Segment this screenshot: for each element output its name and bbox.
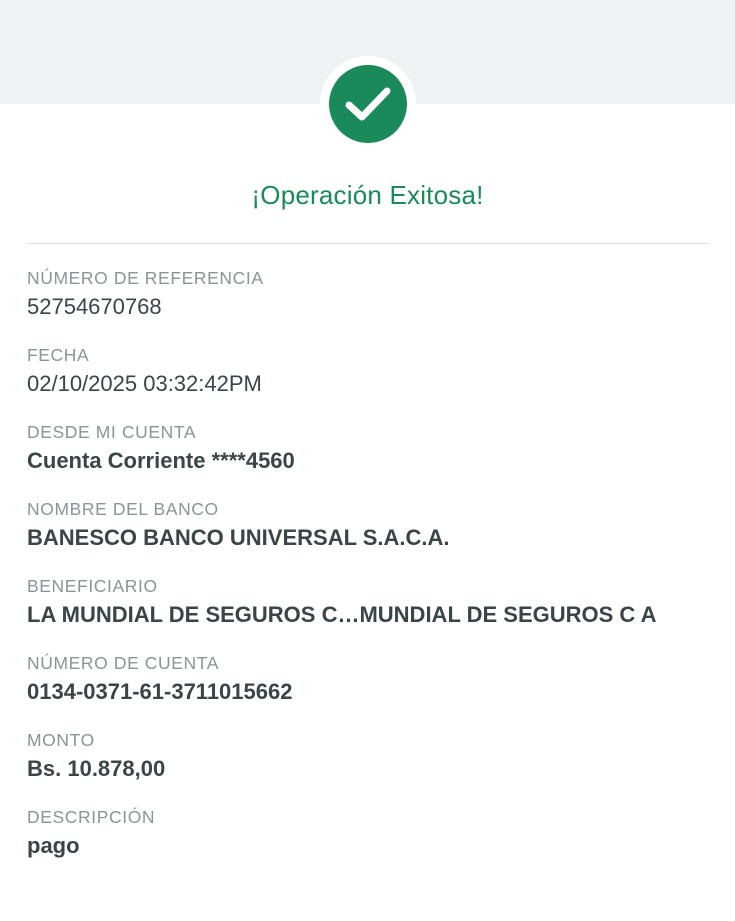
detail-label: DESCRIPCIÓN — [27, 807, 156, 827]
check-circle-icon — [329, 65, 407, 143]
detail-value: pago — [27, 833, 80, 858]
detail-value: LA MUNDIAL DE SEGUROS C…MUNDIAL DE SEGUROS C A — [27, 602, 657, 627]
detail-value: 52754670768 — [27, 294, 162, 319]
detail-row-date — [27, 343, 717, 399]
detail-row-source-account — [27, 420, 717, 476]
transaction-details-list — [27, 266, 717, 882]
detail-value: 0134-0371-61-3711015662 — [27, 679, 293, 704]
detail-label: FECHA — [27, 345, 90, 365]
success-check-badge — [320, 56, 416, 152]
detail-row-account-number — [27, 651, 717, 707]
detail-row-beneficiary — [27, 574, 717, 630]
detail-label: NÚMERO DE CUENTA — [27, 653, 220, 673]
detail-label: NÚMERO DE REFERENCIA — [27, 268, 264, 288]
detail-value: Cuenta Corriente ****4560 — [27, 448, 295, 473]
detail-value: 02/10/2025 03:32:42PM — [27, 371, 262, 396]
success-title: ¡Operación Exitosa! — [251, 180, 484, 210]
detail-label: NOMBRE DEL BANCO — [27, 499, 219, 519]
detail-row-amount — [27, 728, 717, 784]
detail-value: BANESCO BANCO UNIVERSAL S.A.C.A. — [27, 525, 450, 550]
detail-label: BENEFICIARIO — [27, 576, 158, 596]
detail-row-bank-name — [27, 497, 717, 553]
detail-label: MONTO — [27, 730, 95, 750]
detail-row-description — [27, 805, 717, 861]
detail-row-reference-number — [27, 266, 717, 322]
detail-value: Bs. 10.878,00 — [27, 756, 166, 781]
detail-label: DESDE MI CUENTA — [27, 422, 197, 442]
divider — [27, 243, 708, 244]
